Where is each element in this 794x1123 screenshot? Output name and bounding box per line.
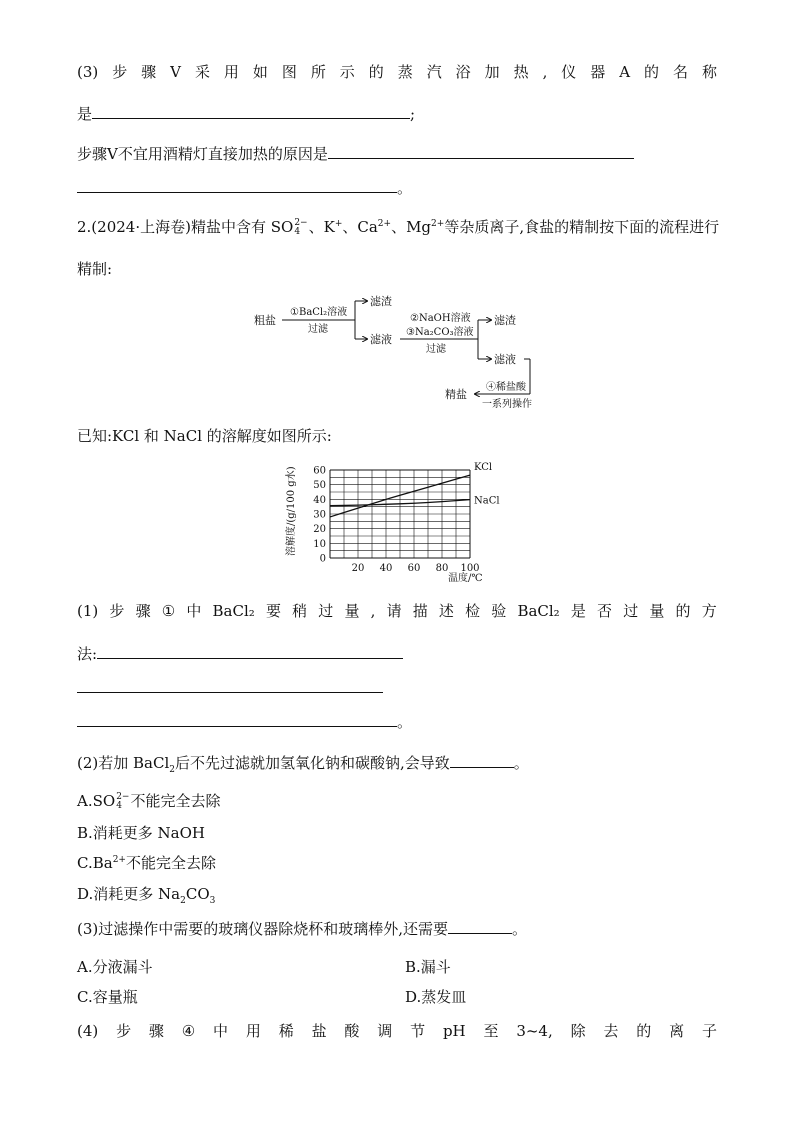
word: pH — [442, 1022, 466, 1040]
sub3-option-b[interactable]: B.漏斗 — [405, 958, 451, 976]
y-tick-label: 60 — [313, 465, 326, 477]
word: 所 — [310, 63, 326, 81]
purification-flowchart — [250, 288, 560, 412]
word: 调 — [377, 1022, 393, 1040]
word: 步 — [116, 1022, 132, 1040]
flow-crude-salt: 粗盐 — [254, 314, 276, 327]
word: , — [370, 602, 376, 620]
answer-blank[interactable] — [448, 919, 512, 934]
y-tick-label: 20 — [313, 524, 326, 536]
q3-line3: 步骤Ⅴ不宜用酒精灯直接加热的原因是 — [77, 143, 634, 164]
word: 子 — [701, 1022, 717, 1040]
answer-blank[interactable] — [92, 104, 410, 119]
sub1-line4: 。 — [77, 711, 412, 732]
word: 的 — [644, 63, 660, 81]
word: 节 — [410, 1022, 426, 1040]
word: 去 — [603, 1022, 619, 1040]
x-tick-label: 40 — [379, 563, 393, 574]
flow-step3-reagent: ③Na₂CO₃溶液 — [406, 327, 474, 338]
word: 中 — [186, 602, 202, 620]
flow-step4-operation: 一系列操作 — [482, 399, 532, 410]
word: 骤 — [141, 63, 157, 81]
sub3-question: (3)过滤操作中需要的玻璃仪器除烧杯和玻璃棒外,还需要 。 — [77, 920, 528, 938]
word: (3) — [77, 63, 99, 81]
y-tick-label: 40 — [313, 494, 326, 506]
flow-step4-reagent: ④稀盐酸 — [486, 382, 526, 393]
word: 仪 — [561, 63, 577, 81]
sub2-question: (2)若加 BaCl$_2$后不先过滤就加氢氧化钠和碳酸钠,会导致 。 — [77, 754, 529, 775]
word: 用 — [245, 1022, 261, 1040]
word: 稍 — [292, 602, 308, 620]
word: 称 — [701, 63, 717, 81]
flow-fine-salt: 精盐 — [445, 388, 467, 401]
word: BaCl₂ — [517, 602, 560, 620]
x-tick-label: 100 — [460, 563, 480, 574]
sub4-line1 — [77, 1021, 717, 1041]
word: 名 — [673, 63, 689, 81]
word: 骤 — [135, 602, 151, 620]
word: 3~4, — [516, 1022, 553, 1040]
word: ④ — [181, 1022, 196, 1040]
word: Ⅴ — [170, 63, 181, 81]
word: 酸 — [344, 1022, 360, 1040]
word: ① — [161, 602, 176, 620]
sub3-option-c[interactable]: C.容量瓶 — [77, 988, 138, 1006]
answer-blank[interactable] — [450, 753, 514, 768]
solubility-chart — [280, 460, 510, 588]
word: 的 — [636, 1022, 652, 1040]
word: BaCl₂ — [212, 602, 255, 620]
word: 除 — [570, 1022, 586, 1040]
y-axis-label: 溶解度/(g/100 g水) — [286, 466, 297, 556]
word: 图 — [281, 63, 297, 81]
word: , — [542, 63, 548, 81]
sub2-option-d[interactable]: D.消耗更多 $Na_2CO_3$ — [77, 885, 216, 906]
y-tick-label: 50 — [313, 480, 326, 492]
word: 量 — [344, 602, 360, 620]
word: 步 — [112, 63, 128, 81]
word: 方 — [701, 602, 717, 620]
word: 检 — [465, 602, 481, 620]
y-tick-label: 30 — [313, 509, 326, 521]
word: (4) — [77, 1022, 99, 1040]
word: 热 — [513, 63, 529, 81]
q3-line2: 是 ; — [77, 105, 416, 123]
word: 稀 — [278, 1022, 294, 1040]
flow-residue-2: 滤渣 — [494, 314, 516, 327]
q2-intro-line2: 精制: — [77, 260, 113, 278]
word: 用 — [223, 63, 239, 81]
flow-residue-1: 滤渣 — [370, 295, 392, 308]
word: 量 — [649, 602, 665, 620]
word: 骤 — [148, 1022, 164, 1040]
sub2-option-b[interactable]: B.消耗更多 NaOH — [77, 824, 206, 842]
x-axis-label: 温度/℃ — [448, 573, 483, 584]
word: 验 — [491, 602, 507, 620]
word: 的 — [368, 63, 384, 81]
word: 采 — [194, 63, 210, 81]
sub1-line2: 法: — [77, 643, 403, 664]
flow-step23-operation: 过滤 — [426, 344, 446, 355]
series-label: KCl — [474, 462, 493, 474]
word: 蒸 — [397, 63, 413, 81]
x-tick-label: 80 — [435, 563, 449, 574]
word: 否 — [597, 602, 613, 620]
word: 过 — [318, 602, 334, 620]
sub1-line1 — [77, 601, 717, 621]
word: 过 — [623, 602, 639, 620]
q2-intro: 2.(2024·上海卷)精盐中含有 SO 2− 4 、K+、$Ca^{2+}$、$Mg^{2+}$等杂质离子,食盐的精制按下面的流程进行 — [77, 218, 720, 237]
word: 汽 — [426, 63, 442, 81]
word: (1) — [77, 602, 99, 620]
q3-line1 — [77, 62, 717, 82]
word: 要 — [265, 602, 281, 620]
word: 请 — [386, 602, 402, 620]
word: 盐 — [311, 1022, 327, 1040]
word: 加 — [484, 63, 500, 81]
word: 中 — [213, 1022, 229, 1040]
word: 的 — [675, 602, 691, 620]
answer-blank[interactable] — [328, 144, 634, 159]
sub3-option-a[interactable]: A.分液漏斗 — [77, 958, 153, 976]
answer-blank[interactable] — [97, 644, 403, 659]
flow-filtrate-1: 滤液 — [370, 333, 392, 346]
x-tick-label: 60 — [407, 563, 421, 574]
word: 浴 — [455, 63, 471, 81]
sub1-line3 — [77, 678, 383, 697]
flow-step1-reagent: ①BaCl₂溶液 — [290, 307, 348, 318]
flow-filtrate-2: 滤液 — [494, 353, 516, 366]
word: 离 — [669, 1022, 685, 1040]
answer-blank[interactable] — [77, 678, 383, 693]
word: 是 — [570, 602, 586, 620]
answer-blank[interactable] — [77, 178, 397, 193]
sub3-option-d[interactable]: D.蒸发皿 — [405, 988, 467, 1006]
series-label: NaCl — [474, 495, 500, 507]
sub2-option-c[interactable]: $C.Ba^{2+}$不能完全去除 — [77, 854, 216, 872]
word: 述 — [438, 602, 454, 620]
word: 器 — [590, 63, 606, 81]
y-tick-label: 10 — [313, 538, 326, 550]
word: 至 — [483, 1022, 499, 1040]
q3-line4: 。 — [77, 177, 412, 198]
flow-step2-reagent: ②NaOH溶液 — [410, 313, 471, 324]
word: 步 — [109, 602, 125, 620]
word: 示 — [339, 63, 355, 81]
word: 如 — [252, 63, 268, 81]
flow-step1-operation: 过滤 — [308, 324, 328, 335]
answer-blank[interactable] — [77, 712, 397, 727]
known-statement: 已知:KCl 和 NaCl 的溶解度如图所示: — [77, 427, 332, 445]
y-tick-label: 0 — [319, 553, 326, 565]
word: A — [619, 63, 631, 81]
sub2-option-a[interactable]: A.SO 2− 4 不能完全去除 — [77, 792, 221, 811]
x-tick-label: 20 — [351, 563, 365, 574]
word: 描 — [412, 602, 428, 620]
